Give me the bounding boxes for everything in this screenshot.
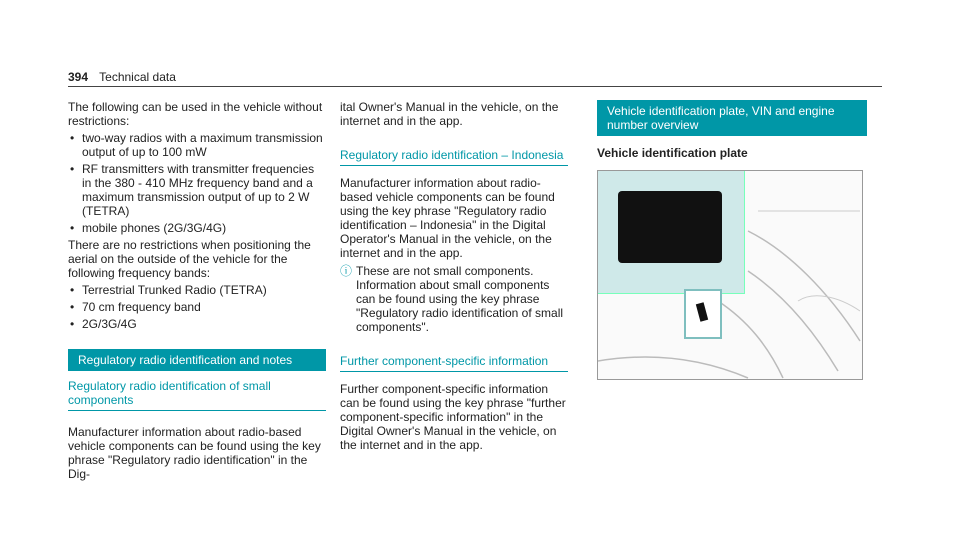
column-2: [340, 100, 568, 452]
frequency-bands-list: [68, 283, 326, 331]
column-3: [597, 100, 867, 380]
page-number: 394: [68, 70, 89, 84]
plate-detail-inset: [598, 171, 745, 294]
list-item: • 2G/3G/4G: [68, 317, 326, 331]
subsection-heading: Regulatory radio identification of small components: [68, 379, 326, 411]
small-components-paragraph: Manufacturer information about radio-based vehicle components can be found using the key phrase "Regulatory radio identification" in the Dig-: [68, 425, 321, 481]
continuation-paragraph: ital Owner's Manual in the vehicle, on the internet and in the app.: [340, 100, 559, 128]
vehicle-plate-illustration: [597, 170, 863, 380]
list-item: • mobile phones (2G/3G/4G): [68, 221, 326, 235]
section-title: Technical data: [99, 70, 176, 84]
identification-plate: [618, 191, 722, 263]
list-item: • 70 cm frequency band: [68, 300, 326, 314]
list-item: • Terrestrial Trunked Radio (TETRA): [68, 283, 326, 297]
page-header: [68, 70, 176, 84]
list-item: • RF transmitters with transmitter frequencies in the 380 - 410 MHz frequency band and a maximum transmission output of up to 2 W (TETRA): [68, 162, 326, 218]
column-1: [68, 100, 326, 481]
note-text: These are not small components. Information about small components can be found using the key phrase "Regulatory radio identification of small components".: [356, 264, 564, 334]
plate-location-marker: [696, 302, 708, 321]
list-item: • two-way radios with a maximum transmission output of up to 100 mW: [68, 131, 326, 159]
unrestricted-devices-list: [68, 131, 326, 235]
info-icon: ⓘ: [340, 264, 353, 278]
figure-heading: Vehicle identification plate: [597, 146, 748, 160]
plate-location-callout: [684, 289, 722, 339]
section-heading-bar: Regulatory radio identification and notes: [68, 349, 326, 371]
further-info-paragraph: Further component-specific information can be found using the key phrase "further component-specific information" in the Digital Owner's Manual in the vehicle, on the internet and in the app.: [340, 382, 566, 452]
subsection-heading-indonesia: Regulatory radio identification – Indonesia: [340, 148, 568, 166]
subsection-heading-further-info: Further component-specific information: [340, 354, 568, 372]
info-note: [340, 264, 568, 334]
indonesia-paragraph: Manufacturer information about radio-based vehicle components can be found using the key phrase "Regulatory radio identification – Indonesia" in the Digital Operator's Manual in the vehicle, on the internet and in the app.: [340, 176, 555, 260]
aerial-paragraph: There are no restrictions when positioning the aerial on the outside of the vehicle for the following frequency bands:: [68, 238, 311, 280]
header-divider: [68, 86, 882, 87]
intro-paragraph: The following can be used in the vehicle without restrictions:: [68, 100, 323, 128]
section-heading-bar: Vehicle identification plate, VIN and engine number overview: [597, 100, 867, 136]
